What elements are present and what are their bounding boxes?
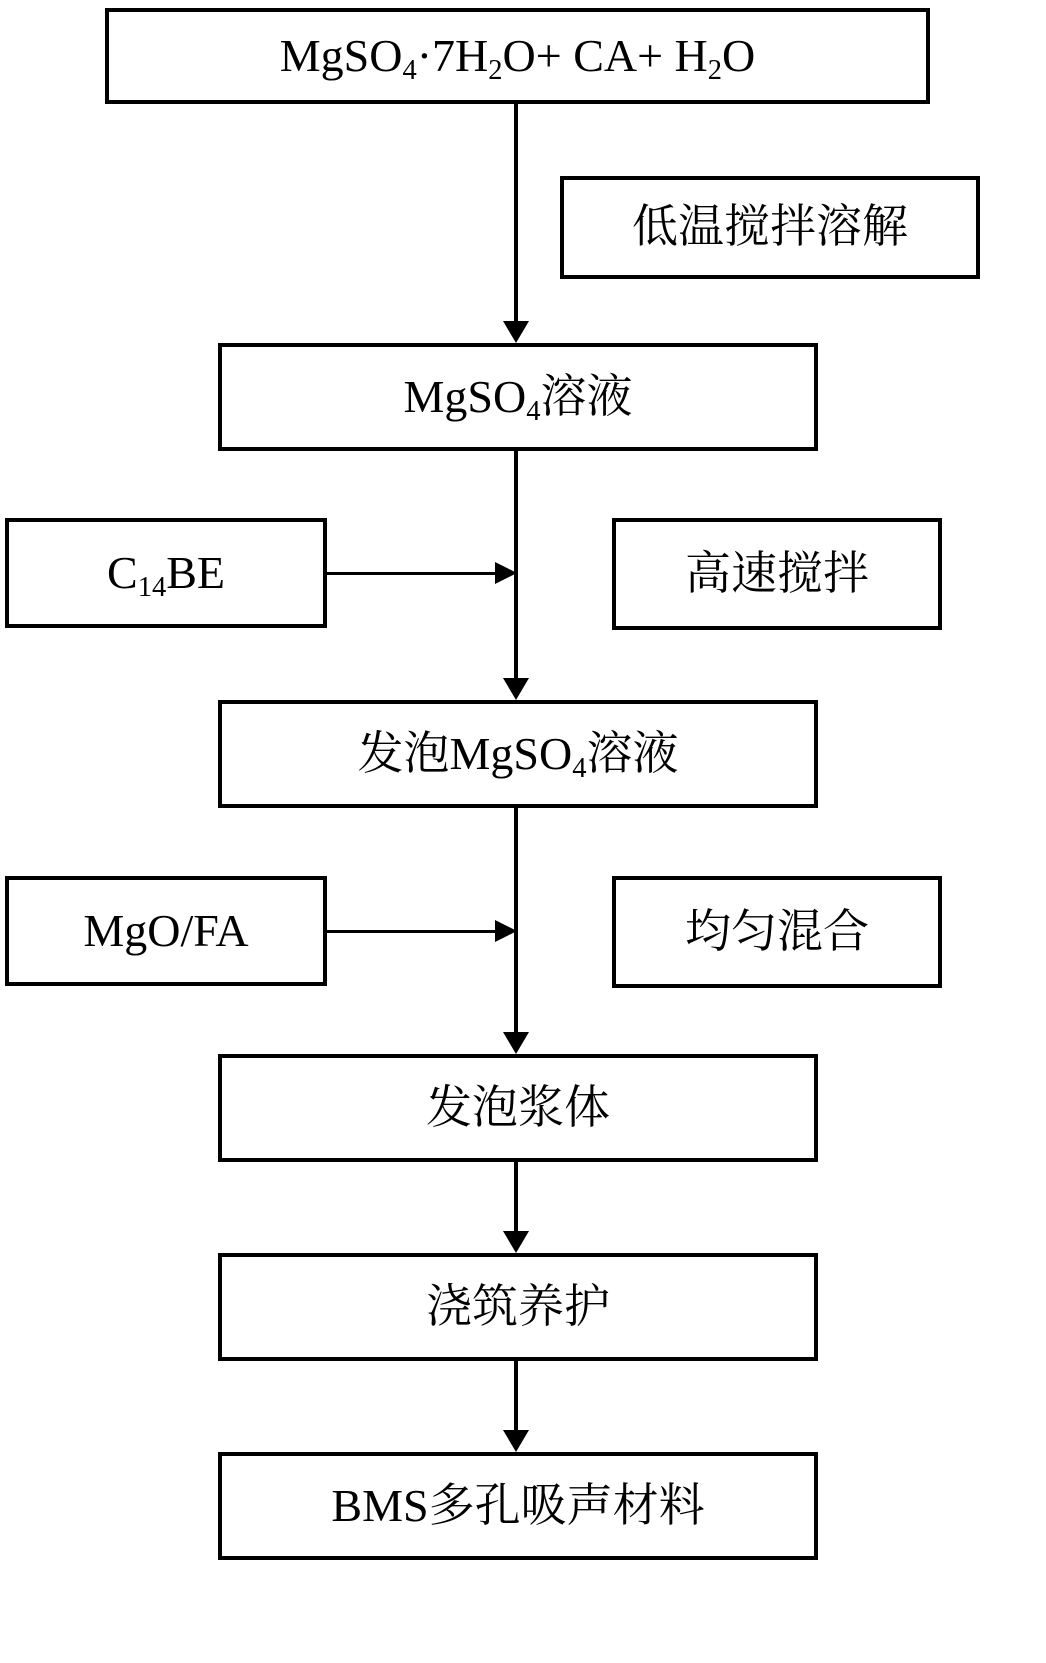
edge-mgofa-to-line xyxy=(327,930,499,933)
node-c14be xyxy=(5,518,327,628)
arrowhead-foamed-to-slurry xyxy=(503,1032,529,1054)
node-uniform-mixing xyxy=(612,876,942,988)
edge-raw-to-solution xyxy=(514,104,518,323)
node-label: 高速搅拌 xyxy=(685,547,869,599)
arrowhead-solution-to-foamed xyxy=(503,678,529,700)
node-raw-materials xyxy=(105,8,930,104)
node-label: BMS多孔吸声材料 xyxy=(331,1479,705,1531)
edge-casting-to-product xyxy=(514,1361,518,1432)
node-label: 低温搅拌溶解 xyxy=(632,201,908,253)
node-bms-porous-sound-absorbing-material xyxy=(218,1452,818,1560)
arrowhead-raw-to-solution xyxy=(503,321,529,343)
arrowhead-slurry-to-casting xyxy=(503,1231,529,1253)
node-label: 均匀混合 xyxy=(685,905,869,957)
node-label: 浇筑养护 xyxy=(426,1280,610,1332)
node-high-speed-stirring xyxy=(612,518,942,630)
arrowhead-mgofa-to-line xyxy=(495,920,517,942)
node-foamed-mgso4-solution xyxy=(218,700,818,808)
node-label: $C_{14}BE$ xyxy=(107,546,225,604)
node-label: 发泡MgSO$_4$溶液 xyxy=(357,727,679,785)
arrowhead-c14be-to-line xyxy=(495,562,517,584)
node-foamed-slurry xyxy=(218,1054,818,1162)
node-low-temp-stirring-dissolution xyxy=(560,176,980,279)
node-label: 发泡浆体 xyxy=(426,1081,610,1133)
node-label: $MgSO_4\cdot 7H_2O+ CA+ H_2O$ xyxy=(279,29,756,87)
edge-slurry-to-casting xyxy=(514,1162,518,1233)
node-mgso4-solution xyxy=(218,343,818,451)
node-label: MgO/FA xyxy=(83,904,249,956)
arrowhead-casting-to-product xyxy=(503,1430,529,1452)
node-casting-and-curing xyxy=(218,1253,818,1361)
node-label: MgSO$_4$溶液 xyxy=(403,370,633,428)
edge-c14be-to-line xyxy=(327,572,499,575)
node-mgo-fa xyxy=(5,876,327,986)
